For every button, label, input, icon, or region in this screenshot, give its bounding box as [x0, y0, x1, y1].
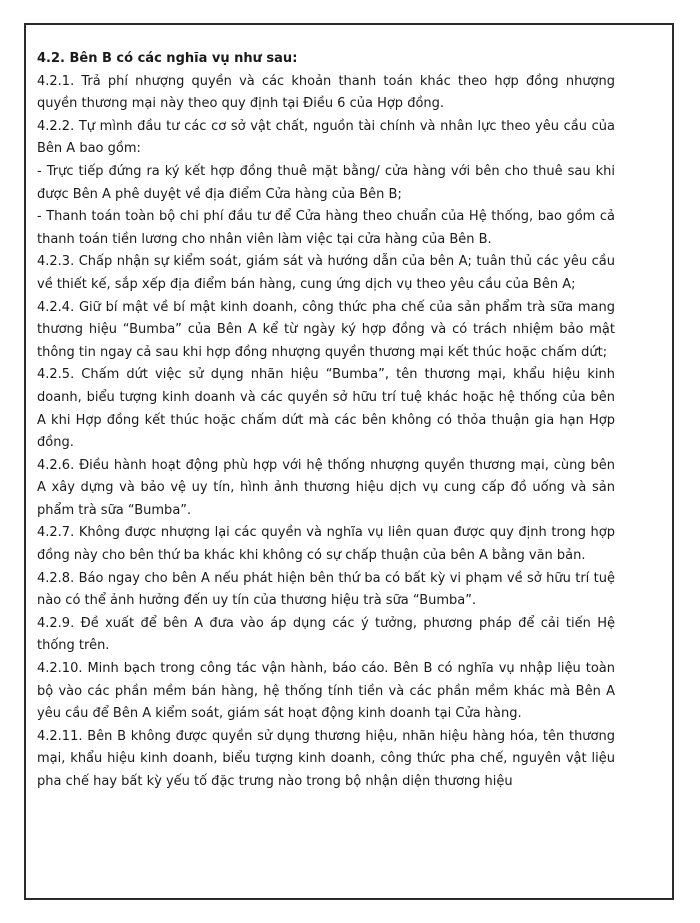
clause-4-2-9: 4.2.9. Đề xuất để bên A đưa vào áp dụng các ý tưởng, phương pháp để cải tiến Hệ thống trên.: [37, 615, 615, 654]
clause-4-2-4: 4.2.4. Giữ bí mật về bí mật kinh doanh, công thức pha chế của sản phẩm trà sữa mang thương hiệu “Bumba” của Bên A kể từ ngày ký hợp đồng và có trách nhiệm bảo mật thông tin ngay cả sau khi hợp đồng nhượng quyền thương mại kết thúc hoặc chấm dứt;: [37, 299, 615, 360]
clause-4-2-1: 4.2.1. Trả phí nhượng quyền và các khoản thanh toán khác theo hợp đồng nhượng quyền thương mại này theo quy định tại Điều 6 của Hợp đồng.: [37, 73, 615, 112]
clause-4-2-6: 4.2.6. Điều hành hoạt động phù hợp với hệ thống nhượng quyền thương mại, cùng bên A xây dựng và bảo vệ uy tín, hình ảnh thương hiệu dịch vụ cung cấp đồ uống và sản phẩm trà sữa “Bumba”.: [37, 457, 615, 518]
clause-4-2-11: 4.2.11. Bên B không được quyền sử dụng thương hiệu, nhãn hiệu hàng hóa, tên thương mại, khẩu hiệu kinh doanh, biểu tượng kinh doanh, công thức pha chế, nguyên vật liệu pha chế hay bất kỳ yếu tố đặc trưng nào trong bộ nhận diện thương hiệu: [37, 728, 615, 789]
clause-4-2-10: 4.2.10. Minh bạch trong công tác vận hành, báo cáo. Bên B có nghĩa vụ nhập liệu toàn bộ vào các phần mềm bán hàng, hệ thống tính tiền và các phần mềm khác mà Bên A yêu cầu để Bên A kiểm soát, giám sát hoạt động kinh doanh tại Cửa hàng.: [37, 661, 615, 722]
clause-4-2-5: 4.2.5. Chấm dứt việc sử dụng nhãn hiệu “Bumba”, tên thương mại, khẩu hiệu kinh doanh, biểu tượng kinh doanh và các quyền sở hữu trí tuệ khác hoặc hệ thống của bên A khi Hợp đồng kết thúc hoặc chấm dứt mà các bên không có thỏa thuận gia hạn Hợp đồng.: [37, 367, 615, 451]
clause-4-2-7: 4.2.7. Không được nhượng lại các quyền và nghĩa vụ liên quan được quy định trong hợp đồng này cho bên thứ ba khác khi không có sự chấp thuận của bên A bằng văn bản.: [37, 525, 615, 564]
clause-4-2-8: 4.2.8. Báo ngay cho bên A nếu phát hiện bên thứ ba có bất kỳ vi phạm về sở hữu trí tuệ nào có thể ảnh hưởng đến uy tín của thương hiệu trà sữa “Bumba”.: [37, 570, 615, 609]
document-body: [37, 48, 615, 794]
clause-4-2-2: 4.2.2. Tự mình đầu tư các cơ sở vật chất, nguồn tài chính và nhân lực theo yêu cầu của Bên A bao gồm:: [37, 118, 615, 157]
clause-4-2-2-item-1: - Trực tiếp đứng ra ký kết hợp đồng thuê mặt bằng/ cửa hàng với bên cho thuê sau khi được Bên A phê duyệt về địa điểm Cửa hàng của Bên B;: [37, 163, 615, 202]
clause-4-2-2-item-2: - Thanh toán toàn bộ chi phí đầu tư để Cửa hàng theo chuẩn của Hệ thống, bao gồm cả thanh toán tiền lương cho nhân viên làm việc tại cửa hàng của Bên B.: [37, 209, 615, 247]
clause-4-2-3: 4.2.3. Chấp nhận sự kiểm soát, giám sát và hướng dẫn của bên A; tuân thủ các yêu cầu về thiết kế, sắp xếp địa điểm bán hàng, cung ứng dịch vụ theo yêu cầu của Bên A;: [37, 254, 615, 292]
section-heading: 4.2. Bên B có các nghĩa vụ như sau:: [37, 51, 298, 66]
